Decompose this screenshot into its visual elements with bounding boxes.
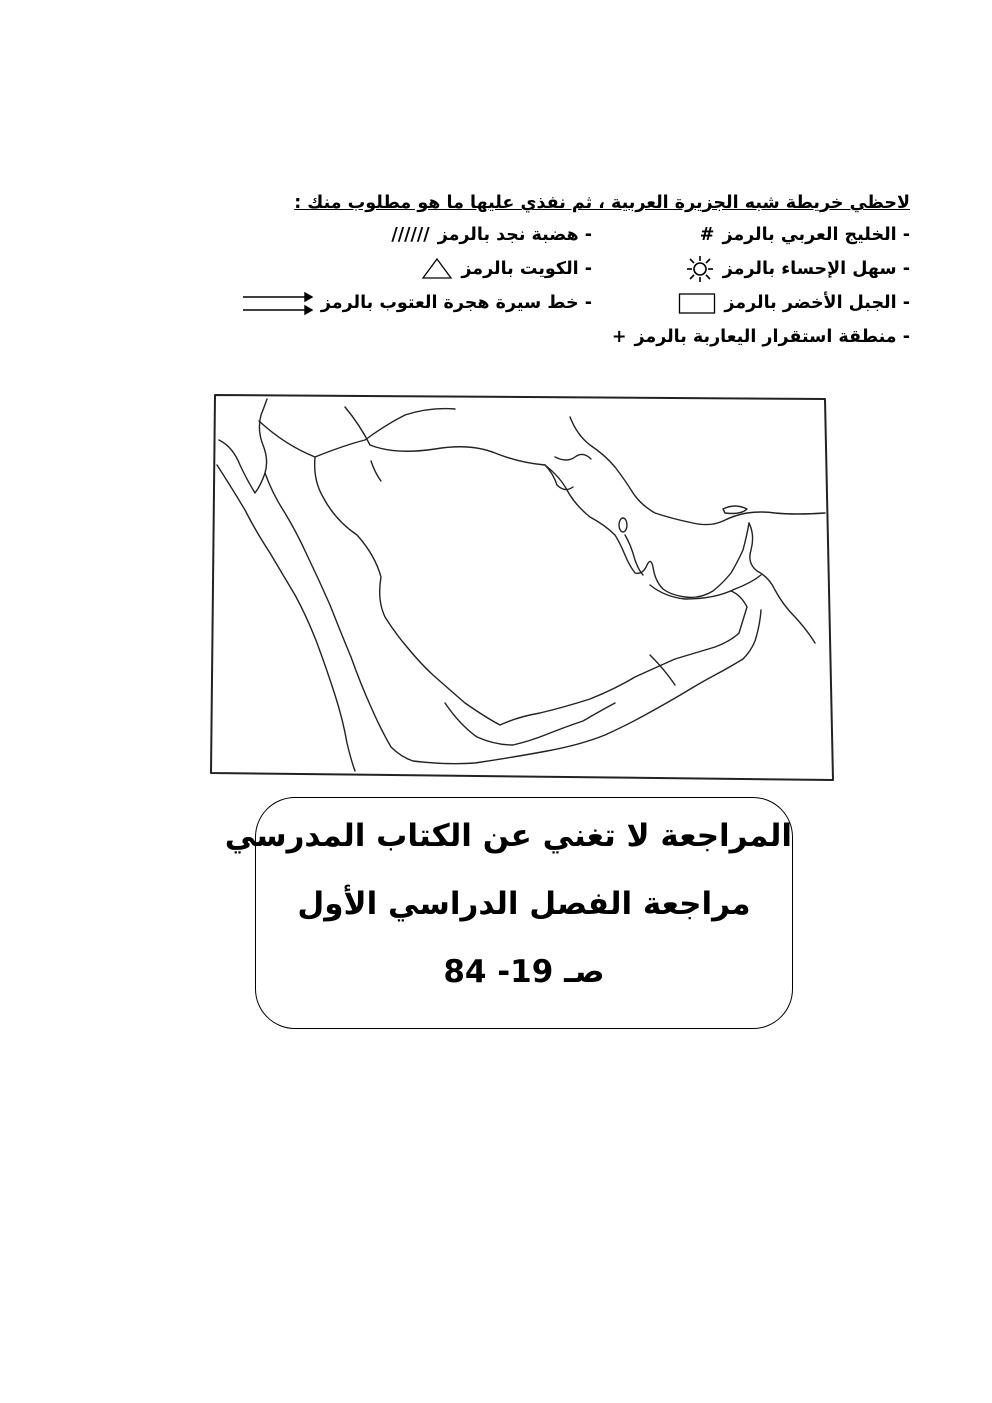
review-note-box	[224, 797, 793, 1029]
instruction-row	[230, 320, 910, 354]
page-range: صـ 19- 84	[443, 954, 605, 990]
arabia-gulf-coast	[545, 465, 749, 597]
slashes-symbol: //////	[391, 225, 430, 245]
border-yemen	[445, 703, 615, 745]
hash-symbol: #	[699, 225, 715, 245]
red-sea-west-coast	[217, 465, 355, 771]
island-bahrain	[619, 518, 627, 532]
plus-symbol: +	[611, 327, 627, 347]
island-qeshm	[723, 506, 747, 514]
rectangle-icon	[678, 291, 716, 315]
border-saudi-north	[315, 457, 747, 725]
triangle-icon	[421, 257, 453, 281]
instruction-row	[230, 218, 910, 252]
instructions-title: لاحظي خريطة شبه الجزيرة العربية ، ثم نفذي عليها ما هو مطلوب منك :	[294, 193, 910, 213]
double-arrow-icon	[241, 287, 313, 319]
sun-icon	[685, 255, 715, 283]
coast-detail	[371, 461, 381, 481]
shatt-al-arab	[555, 454, 591, 460]
border-qatar	[625, 535, 643, 575]
instruction-gulf	[700, 218, 910, 252]
instruction-text: - خط سيرة هجرة العتوب بالرمز	[320, 293, 592, 313]
review-note: المراجعة لا تغني عن الكتاب المدرسي	[224, 818, 792, 854]
instruction-text: - الكويت بالرمز	[461, 259, 592, 279]
instruction-yarubi	[612, 320, 910, 354]
instructions-block	[230, 186, 910, 354]
instruction-ahsa	[685, 252, 910, 286]
instruction-text: - هضبة نجد بالرمز	[437, 225, 592, 245]
instruction-utub	[241, 286, 592, 320]
instruction-text: - سهل الإحساء بالرمز	[722, 259, 910, 279]
border-iraq	[345, 407, 545, 465]
instruction-row	[230, 252, 910, 286]
instruction-text: - منطقة استقرار اليعاربة بالرمز	[634, 327, 910, 347]
instruction-green-mountain	[678, 286, 910, 320]
border-oman-yemen	[650, 655, 675, 685]
instruction-najd	[391, 218, 592, 252]
iran-coast	[570, 417, 825, 525]
instruction-kuwait	[421, 252, 592, 286]
review-title: مراجعة الفصل الدراسي الأول	[297, 886, 751, 922]
instruction-text: - الخليج العربي بالرمز	[722, 225, 910, 245]
instruction-row	[230, 286, 910, 320]
arabian-peninsula-map	[195, 385, 857, 790]
instruction-text: - الجبل الأخضر بالرمز	[724, 293, 910, 313]
